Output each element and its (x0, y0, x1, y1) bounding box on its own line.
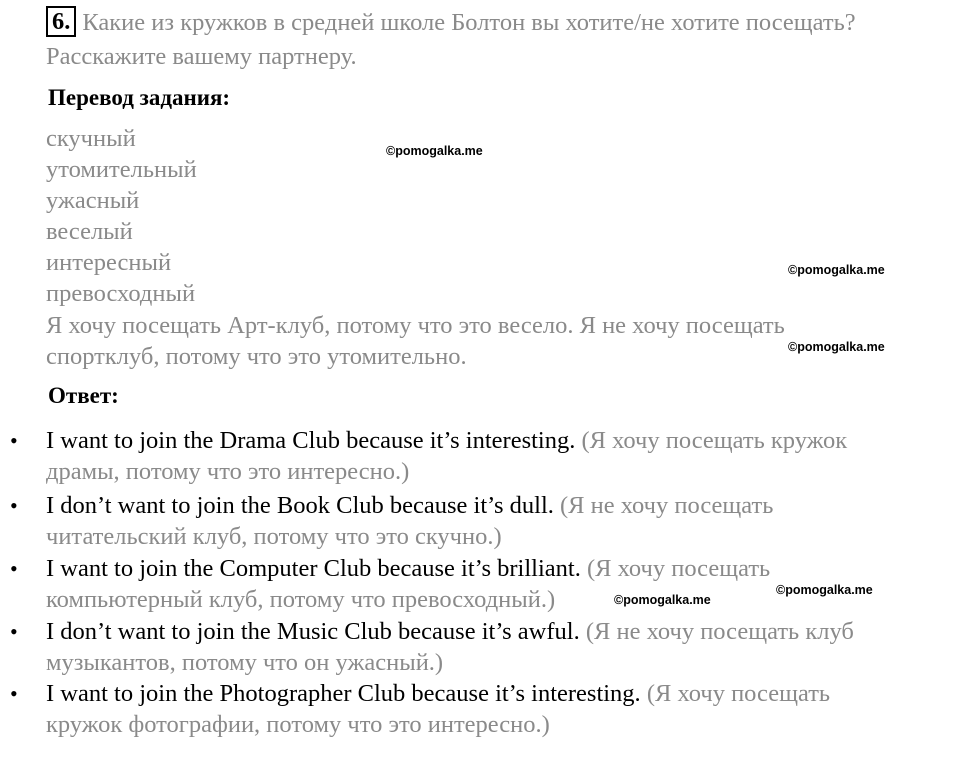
answer-item-continued (46, 647, 443, 678)
answer-heading: Ответ: (48, 383, 119, 408)
answer-russian: (Я не хочу посещать клуб (579, 618, 854, 645)
answer-english: I want to join the Computer Club because it’s brilliant. (46, 555, 581, 582)
bullet-icon: • (10, 428, 18, 453)
answer-english: I don’t want to join the Music Club because it’s awful. (46, 618, 580, 645)
answer-russian: компьютерный клуб, потому что превосходный.) (46, 586, 556, 613)
answer-english: I want to join the Photographer Club because it’s interesting. (46, 680, 641, 707)
answer-item-continued (46, 521, 502, 552)
task-number: 6. (46, 6, 76, 37)
task-line-2: Расскажите вашему партнеру. (46, 43, 357, 70)
answer-russian: драмы, потому что это интересно.) (46, 458, 410, 485)
task-statement (46, 6, 856, 38)
answer-item-continued (46, 709, 550, 740)
translation-heading: Перевод задания: (48, 85, 231, 110)
watermark: ©pomogalka.me (776, 583, 873, 597)
answer-item-continued (46, 456, 409, 487)
answer-russian: (Я не хочу посещать (553, 492, 774, 519)
bullet-icon: • (10, 556, 18, 581)
answer-russian: (Я хочу посещать кружок (575, 427, 848, 454)
answer-item (46, 616, 854, 647)
answer-item (46, 490, 773, 521)
answer-item (46, 425, 847, 456)
answer-russian: читательский клуб, потому что это скучно.) (46, 523, 502, 550)
answer-item (46, 678, 830, 709)
answer-russian: кружок фотографии, потому что это интересно.) (46, 711, 550, 738)
vocab-word: веселый (46, 218, 133, 245)
answer-item-continued (46, 584, 555, 615)
answer-russian: (Я хочу посещать (640, 680, 831, 707)
answer-english: I want to join the Drama Club because it’s interesting. (46, 427, 576, 454)
bullet-icon: • (10, 619, 18, 644)
watermark: ©pomogalka.me (614, 593, 711, 607)
example-line-1: Я хочу посещать Арт-клуб, потому что это весело. Я не хочу посещать (46, 312, 785, 339)
example-line-2: спортклуб, потому что это утомительно. (46, 343, 467, 370)
answer-russian: музыкантов, потому что он ужасный.) (46, 649, 444, 676)
answer-english: I don’t want to join the Book Club because it’s dull. (46, 492, 554, 519)
vocab-word: интересный (46, 249, 172, 276)
watermark: ©pomogalka.me (788, 263, 885, 277)
answer-item (46, 553, 770, 584)
vocab-word: утомительный (46, 156, 197, 183)
vocab-word: ужасный (46, 187, 140, 214)
bullet-icon: • (10, 493, 18, 518)
watermark: ©pomogalka.me (788, 340, 885, 354)
answer-russian: (Я хочу посещать (580, 555, 771, 582)
vocab-word: превосходный (46, 280, 196, 307)
task-line-1: Какие из кружков в средней школе Болтон вы хотите/не хотите посещать? (82, 9, 856, 36)
vocab-word: скучный (46, 125, 136, 152)
bullet-icon: • (10, 681, 18, 706)
watermark: ©pomogalka.me (386, 144, 483, 158)
